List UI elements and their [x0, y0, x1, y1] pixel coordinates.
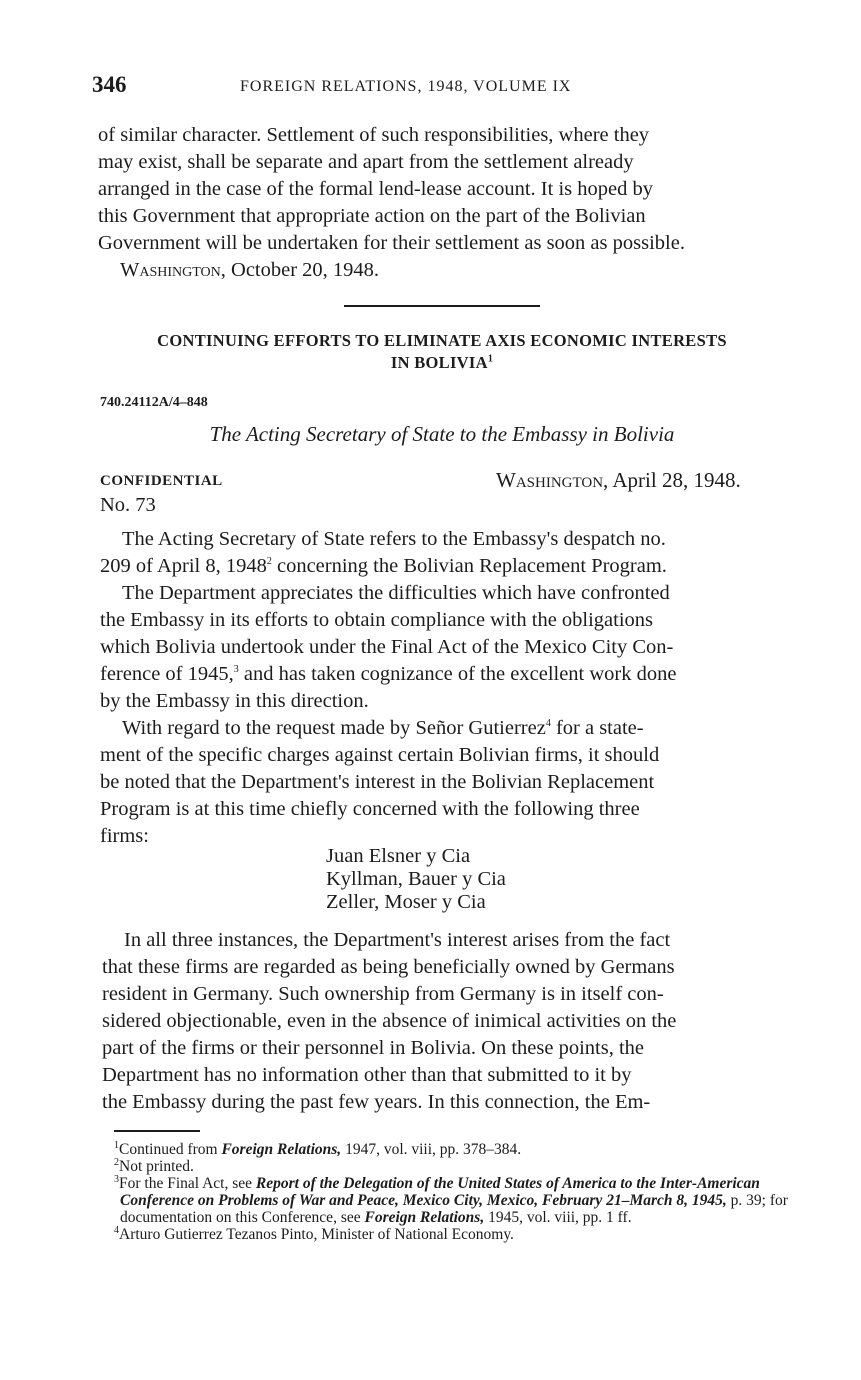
- footnote-divider: [114, 1130, 200, 1132]
- footnote-4: $^4$Arturo Gutierrez Tezanos Pinto, Minister of National Economy.: [114, 1224, 514, 1243]
- text-line: Government will be undertaken for their settlement as soon as possible.: [98, 232, 685, 254]
- text-line: may exist, shall be separate and apart from the settlement already: [98, 151, 634, 173]
- footnote-1: $^1$Continued from Foreign Relations, 1947, vol. viii, pp. 378–384.: [114, 1139, 522, 1158]
- text-line: arranged in the case of the formal lend-lease account. It is hoped by: [98, 178, 653, 200]
- body-text-continued: [102, 927, 790, 1116]
- sign-date: , October 20, 1948.: [220, 259, 380, 281]
- section-heading-line1: CONTINUING EFFORTS TO ELIMINATE AXIS ECONOMIC INTERESTS: [157, 331, 727, 350]
- dateline: [496, 468, 741, 493]
- text-line: the Embassy during the past few years. In this connection, the Em-: [102, 1091, 651, 1113]
- text-line: that these firms are regarded as being beneficially owned by Germans: [102, 956, 675, 978]
- document-title: The Acting Secretary of State to the Embassy in Bolivia: [209, 422, 675, 446]
- text-line: 209 of April 8, 1948$^2$ concerning the Bolivian Replacement Program.: [100, 555, 667, 577]
- date-value: , April 28, 1948.: [603, 468, 741, 492]
- text-line: ment of the specific charges against certain Bolivian firms, it should: [100, 744, 660, 766]
- firm-list: [326, 845, 506, 914]
- footnote-ref: 4: [545, 718, 551, 730]
- text-line: The Acting Secretary of State refers to the Embassy's despatch no.: [122, 528, 666, 550]
- footnote-ref: 3: [233, 664, 239, 676]
- text-line: Department has no information other than that submitted to it by: [102, 1064, 632, 1086]
- footnote-2: $^2$Not printed.: [114, 1156, 194, 1175]
- text-line: which Bolivia undertook under the Final Act of the Mexico City Con-: [100, 636, 674, 658]
- text-line: this Government that appropriate action on the part of the Bolivian: [98, 205, 646, 227]
- text-line: In all three instances, the Department's interest arises from the fact: [124, 929, 671, 951]
- text-line: resident in Germany. Such ownership from Germany is in itself con-: [102, 983, 664, 1005]
- document-number: No. 73: [100, 494, 156, 516]
- section-heading-line2: IN BOLIVIA$^1$: [390, 353, 494, 372]
- text-line: by the Embassy in this direction.: [100, 690, 369, 712]
- text-line: of similar character. Settlement of such responsibilities, where they: [98, 124, 650, 146]
- footnotes: [102, 1141, 792, 1243]
- text-line: be noted that the Department's interest in the Bolivian Replacement: [100, 771, 655, 793]
- running-title: FOREIGN RELATIONS, 1948, VOLUME IX: [240, 78, 572, 95]
- text-line: the Embassy in its efforts to obtain compliance with the obligations: [100, 609, 654, 631]
- footnote-ref: 1: [487, 353, 494, 365]
- text-line: Program is at this time chiefly concerned with the following three: [100, 798, 640, 820]
- text-line: ference of 1945,$^3$ and has taken cognizance of the excellent work done: [100, 663, 677, 685]
- text-line: part of the firms or their personnel in Bolivia. On these points, the: [102, 1037, 644, 1059]
- text-line: With regard to the request made by Señor Gutierrez$^4$ for a state-: [122, 717, 644, 739]
- signature-line: [98, 257, 788, 284]
- firm-item: Juan Elsner y Cia: [326, 845, 471, 867]
- text-line: The Department appreciates the difficulties which have confronted: [122, 582, 670, 604]
- section-divider: [344, 305, 540, 307]
- file-code: 740.24112A/4–848: [100, 395, 208, 410]
- continued-paragraph: [98, 122, 788, 284]
- body-text: [100, 526, 788, 850]
- footnote-ref: 2: [266, 556, 272, 568]
- text-line: sidered objectionable, even in the absence of inimical activities on the: [102, 1010, 677, 1032]
- firm-item: Zeller, Moser y Cia: [326, 891, 486, 913]
- classification-label: CONFIDENTIAL: [100, 473, 223, 489]
- firm-item: Kyllman, Bauer y Cia: [326, 868, 506, 890]
- footnote-3: $^3$For the Final Act, see Report of the Delegation of the United States of America to the Inter-American Conference on Problems of War and Peace, Mexico City, Mexico, February 21–March 8, 1945, p. 39; for documentation on this Conference, see Foreign Relations, 1945, vol. viii, pp. 1 ff.: [114, 1173, 788, 1226]
- text-line: firms:: [100, 825, 149, 847]
- page-number: 346: [92, 72, 127, 97]
- sign-city: Washington: [120, 259, 221, 281]
- date-city: Washington: [496, 468, 604, 492]
- section-heading: [98, 330, 786, 374]
